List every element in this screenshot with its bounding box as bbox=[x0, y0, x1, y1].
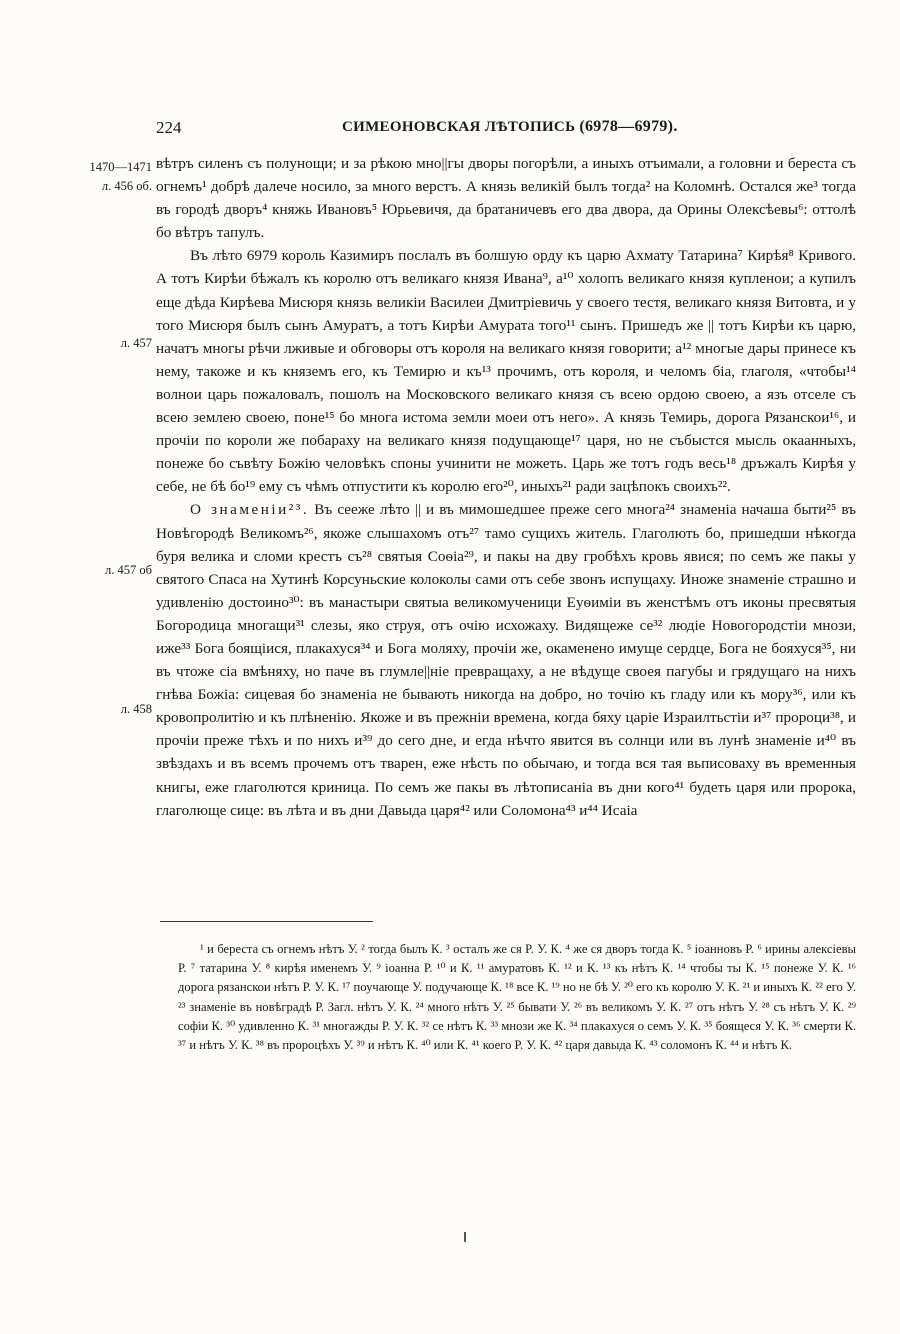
paragraph bbox=[156, 498, 856, 821]
margin-note-folio: л. 457 bbox=[120, 336, 152, 350]
margin-note-folio: л. 458 bbox=[120, 702, 152, 716]
section-title: О знаменіи²³. bbox=[190, 501, 310, 519]
scan-speck bbox=[464, 1232, 466, 1242]
running-title-text: СИМЕОНОВСКАЯ ЛѢТОПИСЬ bbox=[342, 119, 576, 135]
page-number: 224 bbox=[156, 118, 182, 137]
running-title bbox=[342, 118, 678, 136]
paragraph: Въ лѣто 6979 король Казимиръ послалъ въ болшую орду къ царю Ахмату Татарина⁷ Кирѣя⁸ Кривого. А тотъ Кирѣи бѣжалъ къ королю отъ великаго князя Ивана⁹, а¹⁰ холопъ великаго князя купленои; а купилъ еще дѣда Кирѣева Мисюря князь великіи Василеи Дмитріевичь у своего тестя, великаго князя Витовта, и у того Мисюря былъ сынъ Амуратъ, а тотъ Кирѣи Амурата того¹¹ сынъ. Пришедъ же || тотъ Кирѣи къ царю, начатъ многы рѣчи лживые и обговоры отъ короля на великаго князя говорити; а¹² многые дары принесе къ нему, такоже и къ княземъ его, къ Темирю и къ¹³ прочимъ, отъ короля, и челомъ біа, глаголя, «чтобы¹⁴ волнои царь пожаловалъ, пошолъ на Московского великаго князя съ всею ордою своею, а язъ отселе съ всею землею своею, поне¹⁵ бо многа истома земли моеи отъ него». А князь Темирь, дорога Рязанскои¹⁶, и прочіи по короли же побараху на великаго князя подущающе¹⁷ царя, но не събыстся мысль окаанныхъ, понеже бо съвѣту Божію человѣкъ споны учинити не можеть. Царь же тотъ годъ весь¹⁸ дръжалъ Кирѣя у себе, не бѣ бо¹⁹ ему съ чѣмъ отпустити къ королю его²⁰, иныхъ²¹ ради зацѣпокъ своихъ²². bbox=[156, 247, 856, 496]
footnote-divider bbox=[160, 921, 373, 922]
footnote-text: ¹ и береста съ огнемъ нѣтъ У. ² тогда былъ К. ³ осталъ же ся Р. У. К. ⁴ же ся дворъ тогда К. ⁵ іоанновъ Р. ⁶ ирины алексіевы Р. ⁷ татарина У. ⁸ кирѣя именемъ У. ⁹ іоанна Р. ¹⁰ и К. ¹¹ амуратовъ К. ¹² и К. ¹³ къ нѣтъ К. ¹⁴ чтобы ты К. ¹⁵ понеже У. К. ¹⁶ дорога рязанскои нѣтъ Р. У. К. ¹⁷ поучающе У. подучающе К. ¹⁸ все К. ¹⁹ но не бѣ У. ²⁰ его къ королю У. К. ²¹ и иныхъ К. ²² его У. ²³ знаменіе въ новѣградѣ Р. Загл. нѣтъ У. К. ²⁴ много нѣтъ У. ²⁵ бывати У. ²⁶ въ великомъ У. К. ²⁷ отъ нѣтъ У. ²⁸ съ нѣтъ У. К. ²⁹ софіи К. ³⁰ удивленно К. ³¹ многажды Р. У. К. ³² се нѣтъ К. ³³ мнози же К. ³⁴ плакахуся о семъ У. К. ³⁵ боящеся У. К. ³⁶ смерти К. ³⁷ и нѣтъ У. К. ³⁸ въ пророцѣхъ У. ³⁹ и нѣтъ К. ⁴⁰ или К. ⁴¹ коего Р. У. К. ⁴² царя давыда К. ⁴³ соломонъ К. ⁴⁴ и нѣтъ К. bbox=[178, 942, 856, 1053]
paragraph: вѣтръ силенъ съ полунощи; и за рѣкою мно||гы дворы погорѣли, а иныхъ отъимали, а головни и береста съ огнемъ¹ добрѣ далече носило, за много верстъ. А князь великій былъ тогда² на Коломнѣ. Остался же³ тогда въ городѣ дворъ⁴ княжь Ивановъ⁵ Юрьевичя, да братаничевъ его два двора, да Орины Олексѣевы⁶: оттолѣ бо вѣтръ тапулъ. bbox=[156, 155, 856, 242]
paragraph-text: Въ сееже лѣто || и въ мимошедшее преже сего многа²⁴ знаменіа начаша быти²⁵ въ Новѣгородѣ Великомъ²⁶, якоже слышахомъ отъ²⁷ тамо сущихъ житель. Глаголють бо, пришедши нѣкогда буря велика и сломи крестъ съ²⁸ святыя Соѳіа²⁹, и пакы на двy гробѣхъ кровь явися; по семъ же пакы у святого Спаса на Хутинѣ Корсуньские колоколы сами отъ себе звонъ испущаху. Иноже знаменіе страшно и удивленію достоино³⁰: въ манастыри святыа великомученици Еуѳиміи въ женстѣмъ отъ иконы пресвятыя Богородица многащи³¹ слезы, яко струя, отъ очію исхожаху. Видящеже се³² людіе Новогородстіи мнози, иже³³ Бога боящіися, плакахуся³⁴ и Бога моляху, прочіи же, окаменено имуще сердце, Бога не бояхуся³⁵, ни въ чтоже сіа вмѣняху, но паче въ глумле||ніе превращаху, а не вѣдуще своея пагубы и грядущаго на нихъ гнѣва Божіа: сицевая бо знаменіа не бывають никогда на добро, но точію къ гладу или къ мору³⁶, или къ кровопролитію и къ плѣненію. Якоже и въ прежніи времена, когда бяху царіе Израилтьстіи и³⁷ пророци³⁸, и прочіи преже тѣхъ и по нихъ и³⁹ до сего дне, и егда нѣчто явится въ солнци или въ лунѣ знаменіе и⁴⁰ въ звѣздахъ и въ всемъ прочемъ отъ тварен, еже нѣсть по обычаю, и тогда вся тая вьписоваху въ временныя книгы, еже глаголются криница. По семъ же пакы въ лѣтописаніа въ дни кого⁴¹ будеть царя или пророка, глаголюще сице: въ лѣта и въ дни Давыда царя⁴² или Соломона⁴³ и⁴⁴ Исаіа bbox=[156, 501, 856, 819]
page-header bbox=[156, 118, 856, 142]
main-text bbox=[156, 152, 856, 822]
margin-note-folio: л. 456 об. bbox=[101, 179, 152, 193]
footnotes bbox=[178, 940, 856, 1055]
margin-note-years: 1470—1471 bbox=[89, 160, 152, 174]
margin-note-folio: л. 457 об bbox=[105, 563, 152, 577]
running-title-years: (6978—6979). bbox=[579, 118, 678, 135]
